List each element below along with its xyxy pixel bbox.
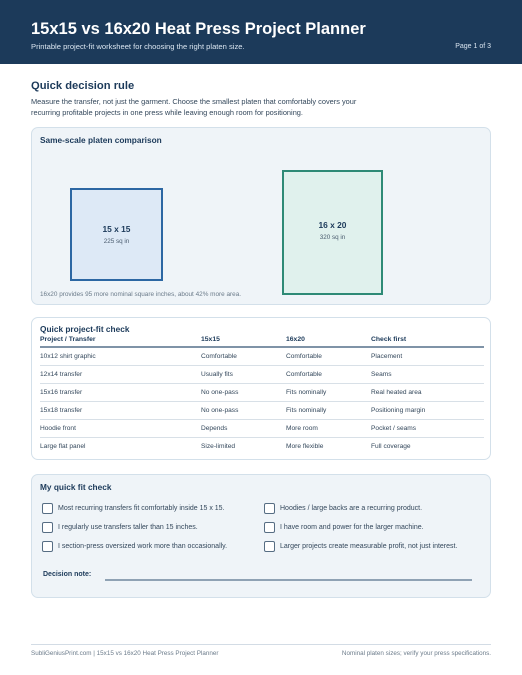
platen-16x20: [282, 170, 383, 295]
checkbox-label: I section-press oversized work more than occasionally.: [58, 543, 228, 550]
platen-15x15: [70, 188, 163, 281]
project-fit-card: [31, 317, 491, 460]
table-cell: 15x18 transfer: [40, 407, 83, 414]
footer-divider: [31, 644, 491, 645]
checkbox[interactable]: [42, 503, 53, 514]
table-cell: Large flat panel: [40, 443, 86, 450]
page-subtitle: Printable project-fit worksheet for choosing the right platen size.: [31, 42, 245, 51]
table-cell: Usually fits: [201, 371, 233, 378]
table-cell: Comfortable: [286, 353, 322, 360]
table-cell: Fits nominally: [286, 389, 327, 396]
my-fit-card: [31, 474, 491, 598]
column-header: 16x20: [286, 336, 305, 343]
page-number: Page 1 of 3: [455, 43, 491, 50]
column-header: Project / Transfer: [40, 336, 96, 343]
table-cell: Placement: [371, 353, 403, 360]
table-row: [40, 420, 484, 438]
table-cell: Fits nominally: [286, 407, 327, 414]
table-header-row: [40, 336, 484, 348]
table-cell: Depends: [201, 425, 228, 432]
checkbox-label: Hoodies / large backs are a recurring product.: [280, 505, 423, 512]
table-cell: More room: [286, 425, 318, 432]
table-cell: Size-limited: [201, 443, 236, 450]
my-fit-title: My quick fit check: [40, 482, 112, 492]
table-cell: Comfortable: [286, 371, 322, 378]
table-row: [40, 384, 484, 402]
fit-checkbox-item[interactable]: [264, 503, 422, 514]
table-cell: Comfortable: [201, 353, 237, 360]
platen-15x15-area: 225 sq in: [103, 238, 130, 245]
platen-comparison-card: [31, 127, 491, 305]
table-cell: Hoodie front: [40, 425, 76, 432]
table-row: [40, 348, 484, 366]
comparison-title: Same-scale platen comparison: [40, 135, 162, 145]
table-cell: 15x16 transfer: [40, 389, 83, 396]
decision-note-line[interactable]: [105, 579, 472, 581]
footer-source: SubliGeniusPrint.com | 15x15 vs 16x20 Heat Press Project Planner: [31, 650, 219, 657]
fit-checkbox-item[interactable]: [264, 522, 424, 533]
platen-16x20-area: 320 sq in: [319, 234, 346, 241]
comparison-note: 16x20 provides 95 more nominal square inches, about 42% more area.: [40, 291, 242, 298]
checkbox[interactable]: [42, 541, 53, 552]
footer-disclaimer: Nominal platen sizes; verify your press specifications.: [341, 650, 491, 657]
rule-heading: Quick decision rule: [31, 80, 135, 92]
checkbox[interactable]: [42, 522, 53, 533]
table-cell: No one-pass: [201, 407, 239, 414]
fit-check-table: [40, 336, 484, 456]
column-header: 15x15: [201, 336, 220, 343]
page-title: 15x15 vs 16x20 Heat Press Project Planner: [31, 20, 366, 38]
table-row: [40, 402, 484, 420]
page-header: [0, 0, 522, 64]
checkbox-label: I have room and power for the larger machine.: [280, 524, 424, 531]
fit-checkbox-item[interactable]: [42, 522, 198, 533]
checkbox[interactable]: [264, 522, 275, 533]
checkbox-label: Most recurring transfers fit comfortably inside 15 x 15.: [58, 505, 225, 512]
table-cell: 10x12 shirt graphic: [40, 353, 96, 360]
fit-checkbox-item[interactable]: [42, 503, 225, 514]
checkbox[interactable]: [264, 541, 275, 552]
column-header: Check first: [371, 336, 407, 343]
table-cell: Real heated area: [371, 389, 422, 396]
platen-16x20-size: 16 x 20: [318, 220, 347, 230]
fit-checkbox-item[interactable]: [42, 541, 227, 552]
table-cell: Seams: [371, 371, 392, 378]
rule-text: Measure the transfer, not just the garment. Choose the smallest platen that comfortably covers your recurring profitable projects in one press while leaving enough room for positioning.: [31, 97, 357, 117]
table-cell: Full coverage: [371, 443, 411, 450]
table-row: [40, 366, 484, 384]
checkbox-label: I regularly use transfers taller than 15 inches.: [58, 524, 198, 531]
fit-checkbox-item[interactable]: [264, 541, 457, 552]
checkbox[interactable]: [264, 503, 275, 514]
table-cell: More flexible: [286, 443, 324, 450]
table-row: [40, 438, 484, 456]
checkbox-label: Larger projects create measurable profit, not just interest.: [280, 543, 458, 550]
table-cell: 12x14 transfer: [40, 371, 83, 378]
table-cell: Pocket / seams: [371, 425, 417, 432]
decision-note-label: Decision note:: [43, 571, 92, 578]
platen-15x15-size: 15 x 15: [102, 224, 131, 234]
table-cell: No one-pass: [201, 389, 239, 396]
fit-check-title: Quick project-fit check: [40, 324, 130, 334]
table-cell: Positioning margin: [371, 407, 426, 414]
